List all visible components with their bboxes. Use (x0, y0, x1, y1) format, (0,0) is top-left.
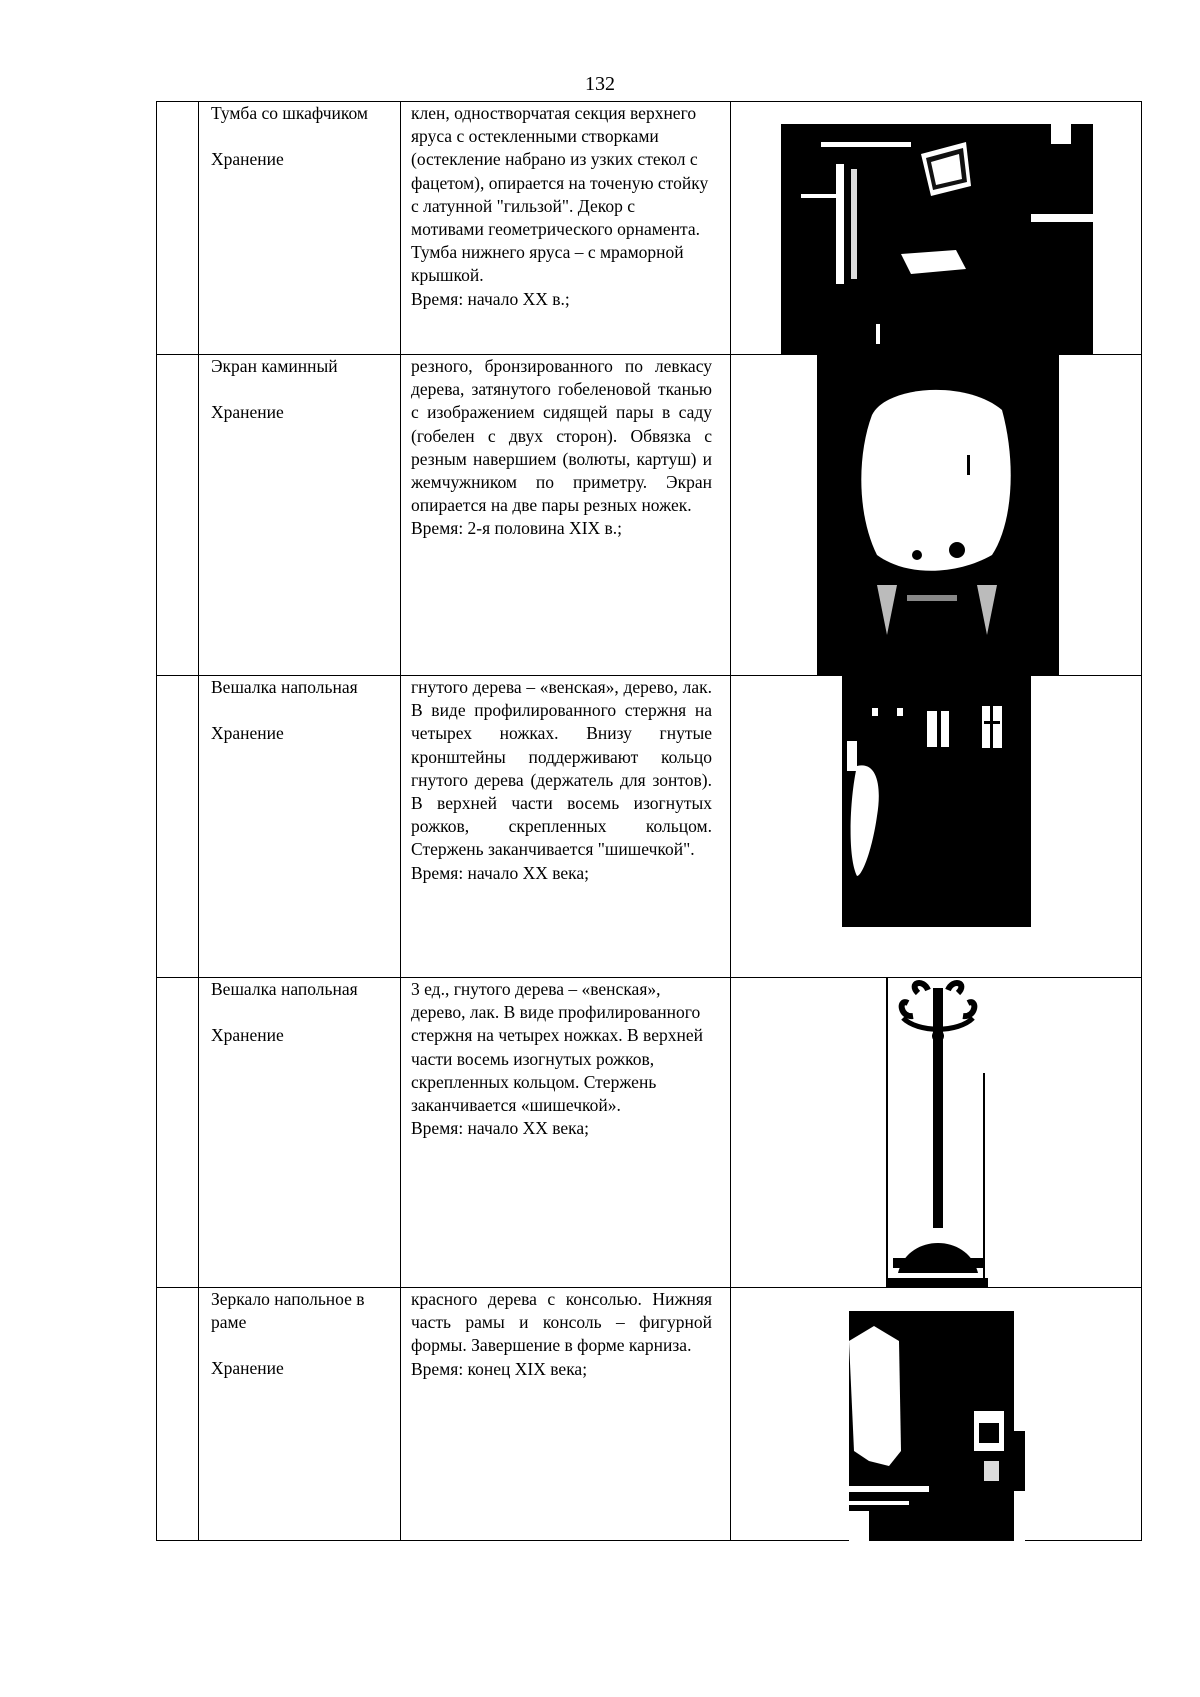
item-status: Хранение (211, 723, 284, 744)
row-number-cell (157, 676, 199, 978)
item-description-cell (401, 1288, 731, 1541)
item-time: Время: начало XX в.; (411, 288, 570, 309)
item-description: гнутого дерева – «венская», дерево, лак. В виде профилированного стержня на четырех ножках. Внизу гнутые кронштейны поддерживают кольцо гнутого дерева (держатель для зонтов). В верхней части восемь изогнутых рожков, скрепленных кольцом. Стержень заканчивается "шишечкой". (411, 677, 712, 860)
row-number-cell (157, 978, 199, 1288)
floor-mirror-photo-icon (849, 1311, 1025, 1541)
fire-screen-photo-icon (817, 355, 1059, 676)
table-row (157, 676, 1142, 978)
item-description-cell (401, 978, 731, 1288)
item-time: Время: конец XIX века; (411, 1358, 588, 1379)
item-description: резного, бронзированного по левкасу дерева, затянутого гобеленовой тканью с изображением сидящей пары в саду (гобелен с двух сторон). Обвязка с резным навершием (волюты, картуш) и жемчужником по приметру. Экран опирается на две пары резных ножек. (411, 356, 712, 516)
cabinet-photo-icon (781, 124, 1093, 355)
item-time: Время: начало XX века; (411, 1118, 590, 1139)
item-photo-cell (731, 978, 1142, 1288)
item-name-cell (199, 676, 401, 978)
item-name: Тумба со шкафчиком (211, 103, 368, 123)
row-number-cell (157, 355, 199, 676)
item-photo-cell (731, 1288, 1142, 1541)
item-description-cell (401, 676, 731, 978)
item-photo-cell (731, 102, 1142, 355)
item-status: Хранение (211, 1358, 284, 1379)
item-name-cell (199, 1288, 401, 1541)
item-status: Хранение (211, 1025, 284, 1046)
item-name: Зеркало напольное в раме (211, 1289, 365, 1333)
row-number-cell (157, 1288, 199, 1541)
item-time: Время: начало XX века; (411, 862, 590, 883)
table-row (157, 1288, 1142, 1541)
item-time: Время: 2-я половина XIX в.; (411, 518, 623, 539)
page-number: 132 (585, 73, 615, 95)
item-status: Хранение (211, 402, 284, 423)
table-row (157, 978, 1142, 1288)
item-photo-cell (731, 355, 1142, 676)
item-name: Вешалка напольная (211, 677, 358, 697)
table-row (157, 355, 1142, 676)
item-description-cell (401, 355, 731, 676)
item-photo-cell (731, 676, 1142, 978)
item-description: 3 ед., гнутого дерева – «венская», дерево, лак. В виде профилированного стержня на четырех ножках. В верхней части восемь изогнутых рожков, скрепленных кольцом. Стержень заканчивается «шишечкой». (411, 979, 703, 1116)
item-name: Экран каминный (211, 356, 338, 376)
table-row (157, 102, 1142, 355)
item-description: красного дерева с консолью. Нижняя часть рамы и консоль – фигурной формы. Завершение в форме карниза. (411, 1289, 712, 1356)
row-number-cell (157, 102, 199, 355)
item-name-cell (199, 102, 401, 355)
item-name-cell (199, 355, 401, 676)
coat-rack-photo-icon (886, 978, 988, 1288)
coat-rack-room-photo-icon (842, 676, 1031, 927)
item-name: Вешалка напольная (211, 979, 358, 999)
item-description: клен, одностворчатая секция верхнего яруса с остекленными створками (остекление набрано из узких стекол с фацетом), опирается на точеную стойку с латунной "гильзой". Декор с мотивами геометрического орнамента. Тумба нижнего яруса – с мраморной крышкой. (411, 103, 709, 286)
item-description-cell (401, 102, 731, 355)
item-name-cell (199, 978, 401, 1288)
item-status: Хранение (211, 149, 284, 170)
inventory-table (156, 101, 1142, 1541)
